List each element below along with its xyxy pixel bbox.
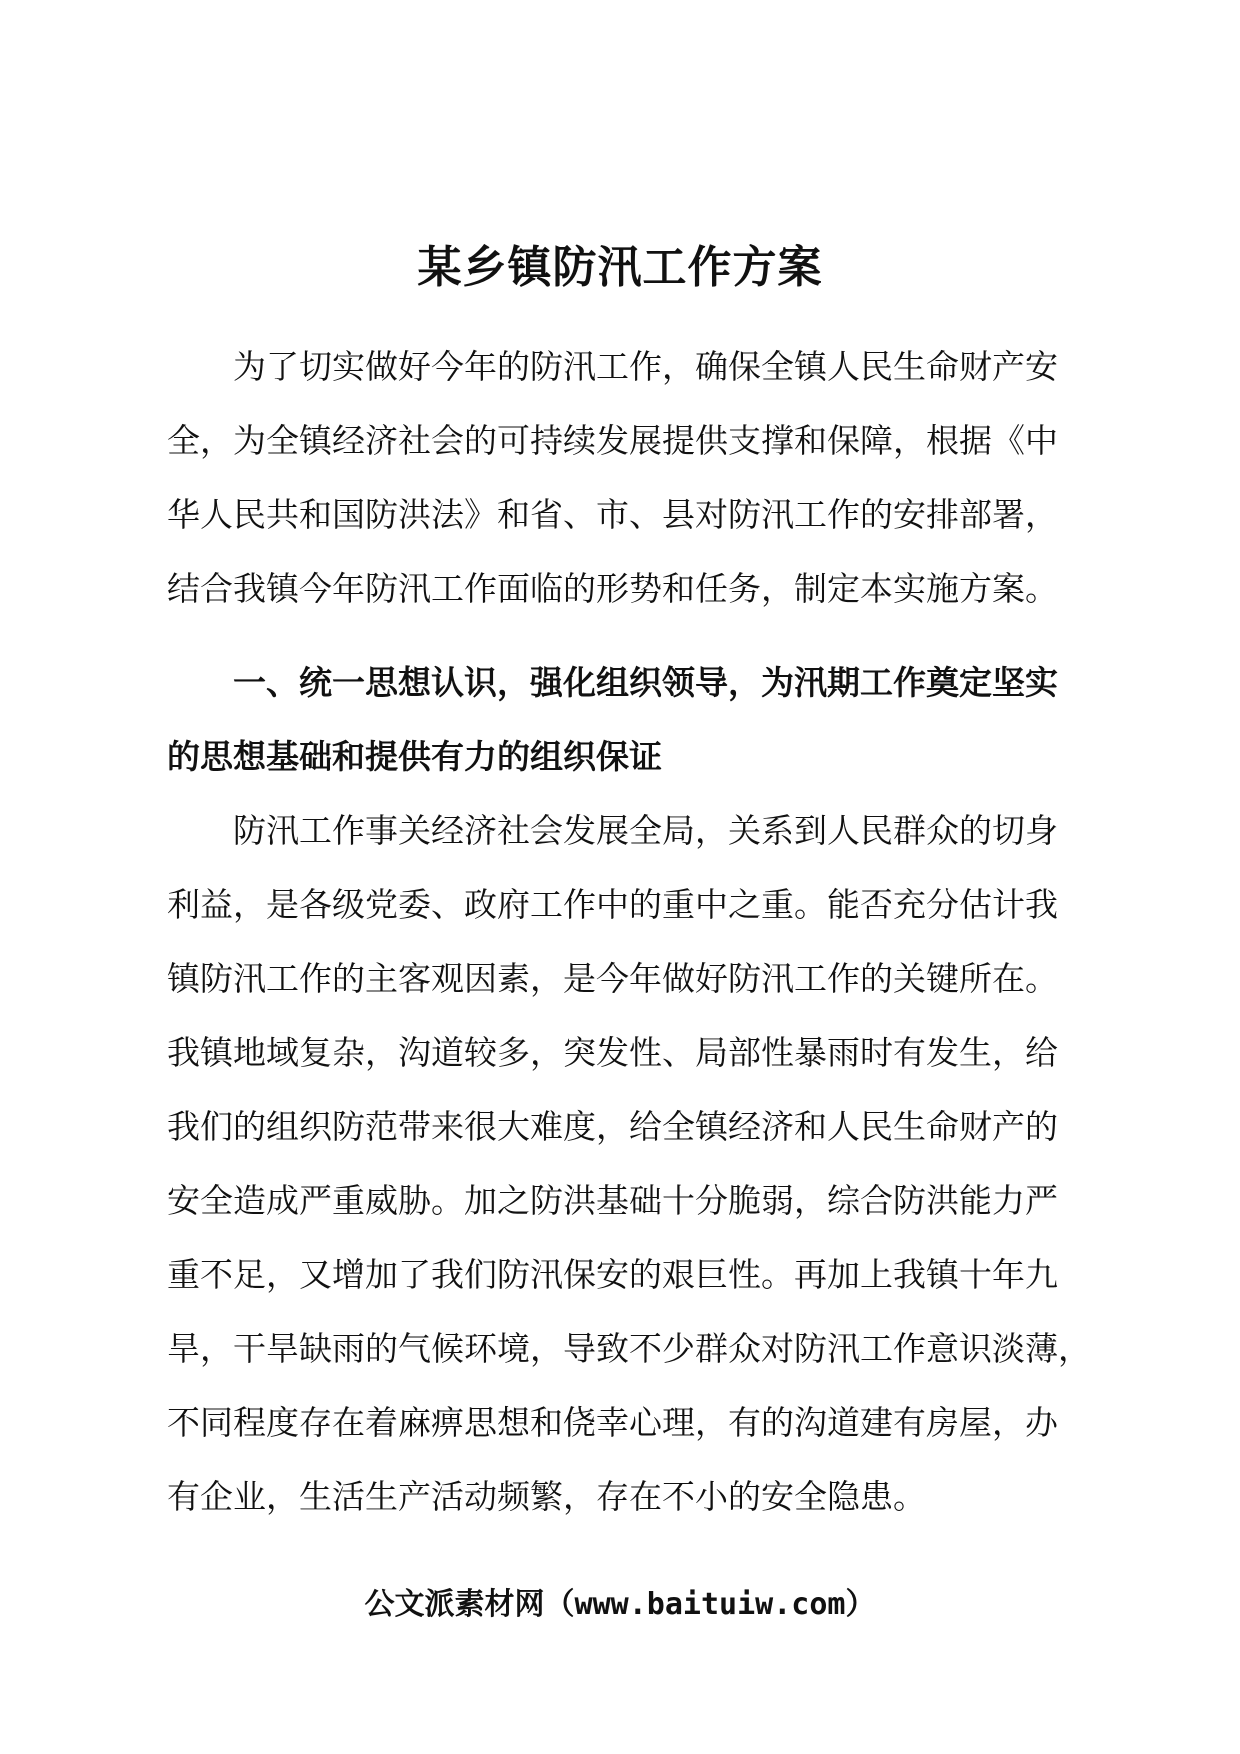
paragraph-line: 利益，是各级党委、政府工作中的重中之重。能否充分估计我: [167, 885, 1058, 924]
paragraph-line: 为了切实做好今年的防汛工作，确保全镇人民生命财产安: [233, 347, 1058, 386]
paragraph-line: 我们的组织防范带来很大难度，给全镇经济和人民生命财产的: [167, 1107, 1058, 1146]
paragraph-line: 旱，干旱缺雨的气候环境，导致不少群众对防汛工作意识淡薄，: [167, 1329, 1091, 1368]
section-heading: [167, 646, 1087, 794]
heading-line: 的思想基础和提供有力的组织保证: [167, 737, 662, 776]
footer-site-name: 公文派素材网: [364, 1587, 545, 1622]
document-title: 某乡镇防汛工作方案: [417, 242, 823, 293]
paragraph-line: 我镇地域复杂，沟道较多，突发性、局部性暴雨时有发生，给: [167, 1033, 1058, 1072]
paragraph-line: 防汛工作事关经济社会发展全局，关系到人民群众的切身: [233, 811, 1058, 850]
footer-watermark: [0, 1585, 1240, 1625]
heading-line: 一、统一思想认识，强化组织领导，为汛期工作奠定坚实: [233, 663, 1058, 702]
paragraph-line: 不同程度存在着麻痹思想和侥幸心理，有的沟道建有房屋，办: [167, 1403, 1058, 1442]
paragraph-line: 重不足，又增加了我们防汛保安的艰巨性。再加上我镇十年九: [167, 1255, 1058, 1294]
body-paragraph: [167, 794, 1091, 1534]
paragraph-line: 华人民共和国防洪法》和省、市、县对防汛工作的安排部署，: [167, 495, 1058, 534]
paragraph-line: 有企业，生活生产活动频繁，存在不小的安全隐患。: [167, 1477, 926, 1516]
footer-open-paren: （: [544, 1587, 575, 1622]
footer-close-paren: ）: [845, 1587, 876, 1622]
paragraph-line: 安全造成严重威胁。加之防洪基础十分脆弱，综合防洪能力严: [167, 1181, 1058, 1220]
intro-paragraph: [167, 330, 1087, 626]
paragraph-line: 结合我镇今年防汛工作面临的形势和任务，制定本实施方案。: [167, 569, 1058, 608]
footer-url: www.baituiw.com: [574, 1587, 846, 1622]
paragraph-line: 全，为全镇经济社会的可持续发展提供支撑和保障，根据《中: [167, 421, 1058, 460]
paragraph-line: 镇防汛工作的主客观因素，是今年做好防汛工作的关键所在。: [167, 959, 1058, 998]
